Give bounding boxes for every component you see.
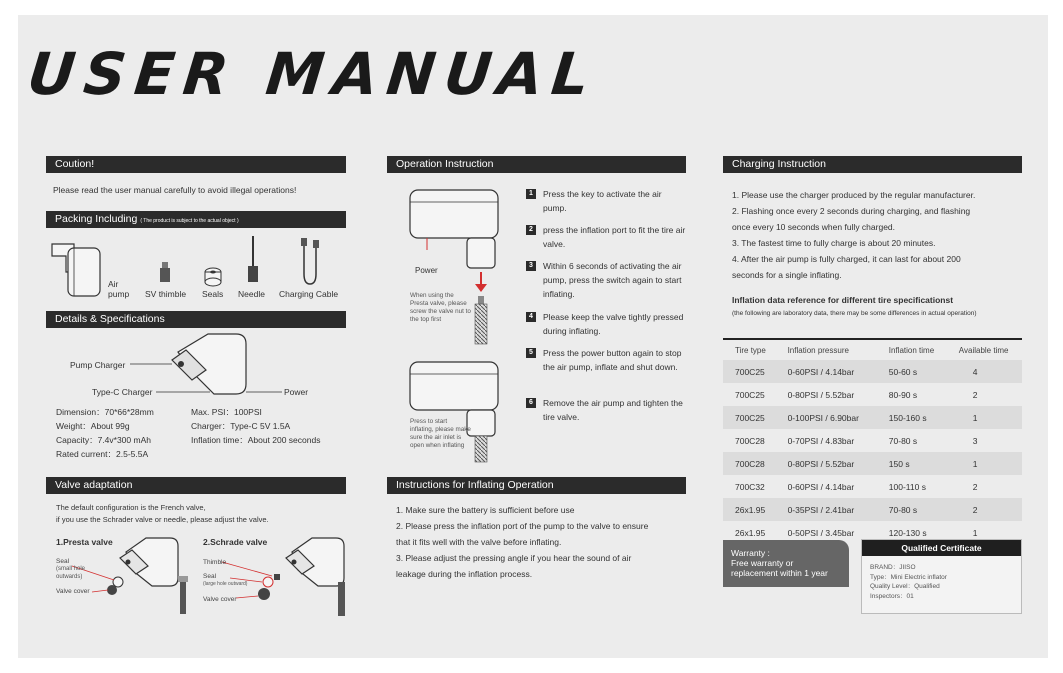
table-row (723, 498, 1022, 521)
table-cell: 4 (947, 360, 1022, 383)
schrader-seal-label: Seal (203, 573, 217, 580)
table-cell: 0-80PSI / 5.52bar (787, 389, 855, 400)
spec-charger: Charger：Type-C 5V 1.5A (191, 421, 291, 431)
presta-valve-icon (475, 296, 487, 344)
table-cell: 100-110 s (888, 481, 926, 492)
inflating-line-4: 3. Please adjust the pressing angle if you hear the sound of air (396, 553, 632, 563)
table-cell: 80-90 s (888, 389, 918, 400)
col-tire-type: Tire type (735, 345, 766, 355)
inflating-line-3: that it fits well with the valve before inflating. (396, 537, 562, 547)
needle-icon (248, 236, 258, 282)
table-cell: 1 (972, 527, 978, 538)
table-cell: 26x1.95 (723, 498, 776, 521)
table-row (723, 360, 1022, 383)
table-cell: 2 (972, 389, 978, 400)
warranty-title: Warranty : (731, 548, 770, 558)
packing-item-charging-cable: Charging Cable (279, 289, 339, 299)
presta-title: 1.Presta valve (56, 537, 113, 547)
operation-step-3 (527, 259, 687, 301)
spec-rated-current: Rated current：2.5-5.5A (56, 449, 149, 459)
table-row (723, 406, 1022, 429)
operation-step-5 (527, 346, 687, 374)
presta-note: When using the Presta valve, please screw the valve nut to the top first (410, 292, 471, 323)
spec-weight: Weight：About 99g (56, 421, 130, 431)
step-number-4: 4 (526, 312, 536, 322)
caution-header: Coution! (46, 156, 346, 173)
table-cell: 0-60PSI / 4.14bar (776, 360, 877, 383)
inflation-table-subtitle: (the following are laboratory data, there may be some differences in actual operation) (732, 310, 977, 317)
packing-item-air-pump: Air pump (108, 279, 130, 299)
table-cell: 150-160 s (877, 406, 947, 429)
schrader-cover-label: Valve cover (203, 596, 237, 603)
table-cell: 0-60PSI / 4.14bar (787, 481, 855, 492)
table-cell: 70-80 s (888, 435, 918, 446)
certificate-type: Type：Mini Electric inflator (870, 573, 947, 581)
table-cell: 700C32 (735, 481, 765, 492)
inflation-table-title: Inflation data reference for different tire specificationst (732, 295, 954, 305)
pump-body-icon (172, 334, 246, 394)
arrow-down-icon (475, 272, 487, 292)
schrader-seal-note: (large hole outward) (203, 581, 248, 587)
step-number-2: 2 (526, 225, 536, 235)
col-inflation-time: Inflation time (888, 345, 935, 355)
details-header: Details & Specifications (46, 311, 346, 328)
step-number-5: 5 (526, 348, 536, 358)
seals-icon (205, 268, 221, 286)
table-cell: 2 (972, 481, 978, 492)
label-pump-charger: Pump Charger (70, 360, 126, 370)
air-pump-icon (52, 244, 100, 296)
operation-step-4 (527, 310, 687, 338)
step-text-5: Press the power button again to stop the air pump, inflate and shut down. (543, 348, 682, 372)
operation-step-6 (527, 396, 687, 424)
operation-step-1 (527, 187, 687, 215)
table-cell: 0-70PSI / 4.83bar (787, 435, 855, 446)
table-cell: 0-50PSI / 3.45bar (787, 527, 855, 538)
sv-thimble-icon (160, 262, 170, 282)
warranty-line-2: replacement within 1 year (731, 568, 828, 578)
warranty-line-1: Free warranty or (731, 558, 794, 568)
inflating-line-5: leakage during the inflation process. (396, 569, 533, 579)
step-number-3: 3 (526, 261, 536, 271)
schrader-pump-icon (258, 538, 345, 616)
table-row (723, 429, 1022, 452)
table-cell: 1 (947, 452, 1022, 475)
packing-header (46, 211, 346, 228)
table-cell: 0-80PSI / 5.52bar (776, 452, 877, 475)
valve-header: Valve adaptation (46, 477, 346, 494)
step-text-3: Within 6 seconds of activating the air pump, press the switch again to start inflating. (543, 261, 682, 299)
charging-line-6: seconds for a single inflating. (732, 270, 842, 280)
schrader-title: 2.Schrade valve (203, 537, 268, 547)
table-cell: 700C28 (735, 435, 765, 446)
schrader-thimble-label: Thimble (203, 559, 227, 566)
certificate-quality: Quality Level：Qualified (870, 583, 940, 590)
table-row (723, 452, 1022, 475)
charging-line-3: once every 10 seconds when fully charged. (732, 222, 896, 232)
col-inflation-pressure: Inflation pressure (787, 345, 849, 355)
packing-title: Packing Including (55, 213, 138, 225)
charging-line-4: 3. The fastest time to fully charge is about 20 minutes. (732, 238, 936, 248)
charging-cable-icon (301, 238, 319, 284)
charging-line-2: 2. Flashing once every 2 seconds during charging, and flashing (732, 206, 971, 216)
presta-pump-icon (107, 538, 188, 614)
table-cell: 1 (947, 406, 1022, 429)
operation-step-2 (527, 223, 687, 251)
certificate-inspectors: Inspectors：01 (870, 592, 914, 600)
valve-intro-2: if you use the Schrader valve or needle, please adjust the valve. (56, 515, 269, 524)
operation-power-label: Power (415, 266, 438, 275)
valve-intro-1: The default configuration is the French valve, (56, 503, 206, 512)
press-note: Press to start inflating, please make sure the air inlet is open when inflating (410, 418, 471, 449)
certificate-brand: BRAND：JIISO (870, 564, 916, 571)
step-number-6: 6 (526, 398, 536, 408)
presta-seal-label: Seal (56, 558, 70, 565)
packing-item-needle: Needle (238, 289, 265, 299)
step-text-2: press the inflation port to fit the tire air valve. (543, 225, 686, 249)
caution-text: Please read the user manual carefully to avoid illegal operations! (53, 185, 297, 195)
packing-item-seals: Seals (202, 289, 224, 299)
table-cell: 3 (972, 435, 978, 446)
charging-line-5: 4. After the air pump is fully charged, it can last for about 200 (732, 254, 961, 264)
inflating-line-2: 2. Please press the inflation port of the pump to the valve to ensure (396, 521, 649, 531)
table-cell: 2 (947, 498, 1022, 521)
table-cell: 70-80 s (877, 498, 947, 521)
spec-dimension: Dimension：70*66*28mm (56, 407, 154, 417)
table-header-row (723, 339, 1022, 360)
step-text-4: Please keep the valve tightly pressed during inflating. (543, 312, 684, 336)
packing-note: ( The product is subject to the actual object ) (140, 218, 239, 224)
operation-header: Operation Instruction (387, 156, 686, 173)
inflating-header: Instructions for Inflating Operation (387, 477, 686, 494)
table-cell: 700C25 (723, 406, 776, 429)
certificate-header: Qualified Certificate (862, 540, 1021, 556)
qualified-certificate (861, 539, 1022, 614)
packing-item-sv-thimble: SV thimble (145, 289, 187, 299)
spec-inflation-time: Inflation time：About 200 seconds (191, 435, 321, 445)
step-text-6: Remove the air pump and tighten the tire valve. (543, 398, 683, 422)
warranty-box (723, 540, 849, 587)
presta-seal-note: (small hole outwards) (56, 566, 86, 580)
table-cell: 700C25 (723, 360, 776, 383)
manual-title: USER MANUAL (24, 40, 602, 108)
table-row (723, 383, 1022, 406)
table-row (723, 475, 1022, 498)
table-cell: 0-35PSI / 2.41bar (776, 498, 877, 521)
table-cell: 700C28 (723, 452, 776, 475)
col-available-time: Available time (958, 345, 1009, 355)
label-power: Power (284, 387, 309, 397)
table-cell: 0-100PSI / 6.90bar (776, 406, 877, 429)
charging-header: Charging Instruction (723, 156, 1022, 173)
spec-max-psi: Max. PSI：100PSI (191, 407, 262, 417)
spec-capacity: Capacity：7.4v*300 mAh (56, 435, 151, 445)
table-cell: 50-60 s (877, 360, 947, 383)
table-cell: 150 s (877, 452, 947, 475)
table-cell: 26x1.95 (735, 527, 766, 538)
charging-line-1: 1. Please use the charger produced by the regular manufacturer. (732, 190, 976, 200)
pump-top-icon (410, 190, 498, 268)
table-cell: 120-130 s (888, 527, 927, 538)
inflation-table (723, 338, 1022, 544)
table-cell: 700C25 (735, 389, 765, 400)
presta-cover-label: Valve cover (56, 588, 90, 595)
label-typec-charger: Type-C Charger (92, 387, 153, 397)
step-number-1: 1 (526, 189, 536, 199)
inflating-line-1: 1. Make sure the battery is sufficient before use (396, 505, 575, 515)
step-text-1: Press the key to activate the air pump. (543, 189, 662, 213)
